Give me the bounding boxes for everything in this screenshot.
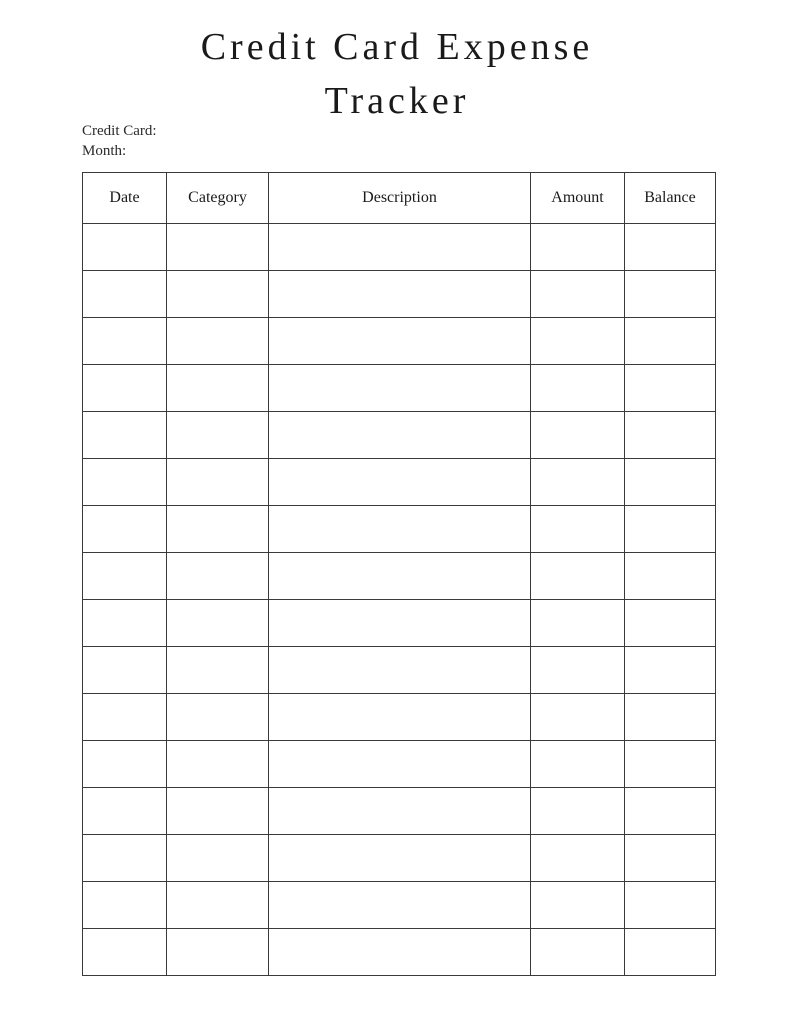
cell-description[interactable] xyxy=(269,788,531,835)
cell-description[interactable] xyxy=(269,835,531,882)
cell-balance[interactable] xyxy=(625,647,716,694)
cell-description[interactable] xyxy=(269,694,531,741)
table-header-row xyxy=(83,173,716,224)
cell-category[interactable] xyxy=(167,271,269,318)
cell-date[interactable] xyxy=(83,788,167,835)
column-header-date: Date xyxy=(83,173,167,224)
cell-balance[interactable] xyxy=(625,318,716,365)
table-row xyxy=(83,412,716,459)
cell-amount[interactable] xyxy=(531,365,625,412)
cell-description[interactable] xyxy=(269,271,531,318)
cell-description[interactable] xyxy=(269,929,531,976)
cell-balance[interactable] xyxy=(625,882,716,929)
cell-date[interactable] xyxy=(83,741,167,788)
cell-description[interactable] xyxy=(269,412,531,459)
cell-category[interactable] xyxy=(167,318,269,365)
cell-date[interactable] xyxy=(83,459,167,506)
cell-balance[interactable] xyxy=(625,506,716,553)
cell-date[interactable] xyxy=(83,835,167,882)
cell-category[interactable] xyxy=(167,459,269,506)
cell-category[interactable] xyxy=(167,553,269,600)
cell-date[interactable] xyxy=(83,694,167,741)
cell-date[interactable] xyxy=(83,929,167,976)
table-row xyxy=(83,600,716,647)
table-row xyxy=(83,459,716,506)
table-row xyxy=(83,318,716,365)
cell-amount[interactable] xyxy=(531,929,625,976)
column-header-description: Description xyxy=(269,173,531,224)
table-row xyxy=(83,741,716,788)
page-title-line-2: Tracker xyxy=(324,80,470,122)
cell-balance[interactable] xyxy=(625,224,716,271)
cell-amount[interactable] xyxy=(531,647,625,694)
column-header-balance: Balance xyxy=(625,173,716,224)
expense-table xyxy=(82,172,716,976)
page-title-line-1: Credit Card Expense xyxy=(200,26,594,68)
cell-balance[interactable] xyxy=(625,694,716,741)
cell-description[interactable] xyxy=(269,647,531,694)
table-row xyxy=(83,506,716,553)
table-body xyxy=(83,224,716,976)
cell-amount[interactable] xyxy=(531,788,625,835)
cell-description[interactable] xyxy=(269,459,531,506)
cell-description[interactable] xyxy=(269,224,531,271)
cell-amount[interactable] xyxy=(531,835,625,882)
cell-date[interactable] xyxy=(83,224,167,271)
cell-description[interactable] xyxy=(269,600,531,647)
cell-date[interactable] xyxy=(83,318,167,365)
month-label: Month: xyxy=(82,143,127,159)
cell-amount[interactable] xyxy=(531,412,625,459)
cell-category[interactable] xyxy=(167,882,269,929)
cell-amount[interactable] xyxy=(531,694,625,741)
cell-category[interactable] xyxy=(167,788,269,835)
cell-category[interactable] xyxy=(167,929,269,976)
table-row xyxy=(83,835,716,882)
table-row xyxy=(83,882,716,929)
cell-date[interactable] xyxy=(83,506,167,553)
cell-amount[interactable] xyxy=(531,553,625,600)
cell-amount[interactable] xyxy=(531,882,625,929)
cell-amount[interactable] xyxy=(531,506,625,553)
cell-balance[interactable] xyxy=(625,459,716,506)
cell-balance[interactable] xyxy=(625,835,716,882)
table-row xyxy=(83,553,716,600)
column-header-amount: Amount xyxy=(531,173,625,224)
cell-amount[interactable] xyxy=(531,224,625,271)
cell-amount[interactable] xyxy=(531,318,625,365)
cell-category[interactable] xyxy=(167,647,269,694)
cell-date[interactable] xyxy=(83,412,167,459)
cell-category[interactable] xyxy=(167,506,269,553)
cell-category[interactable] xyxy=(167,600,269,647)
cell-balance[interactable] xyxy=(625,412,716,459)
column-header-category: Category xyxy=(167,173,269,224)
table-row xyxy=(83,224,716,271)
cell-description[interactable] xyxy=(269,741,531,788)
cell-balance[interactable] xyxy=(625,788,716,835)
cell-date[interactable] xyxy=(83,647,167,694)
cell-balance[interactable] xyxy=(625,741,716,788)
table-row xyxy=(83,365,716,412)
cell-balance[interactable] xyxy=(625,271,716,318)
cell-amount[interactable] xyxy=(531,459,625,506)
cell-balance[interactable] xyxy=(625,365,716,412)
cell-date[interactable] xyxy=(83,365,167,412)
cell-category[interactable] xyxy=(167,835,269,882)
cell-date[interactable] xyxy=(83,271,167,318)
cell-balance[interactable] xyxy=(625,600,716,647)
cell-category[interactable] xyxy=(167,224,269,271)
table-row xyxy=(83,271,716,318)
cell-description[interactable] xyxy=(269,553,531,600)
table-row xyxy=(83,929,716,976)
cell-date[interactable] xyxy=(83,553,167,600)
cell-category[interactable] xyxy=(167,694,269,741)
cell-date[interactable] xyxy=(83,600,167,647)
table-row xyxy=(83,788,716,835)
cell-amount[interactable] xyxy=(531,271,625,318)
cell-amount[interactable] xyxy=(531,600,625,647)
cell-description[interactable] xyxy=(269,506,531,553)
cell-description[interactable] xyxy=(269,318,531,365)
credit-card-label: Credit Card: xyxy=(82,123,157,139)
cell-date[interactable] xyxy=(83,882,167,929)
cell-category[interactable] xyxy=(167,741,269,788)
cell-category[interactable] xyxy=(167,365,269,412)
cell-amount[interactable] xyxy=(531,741,625,788)
cell-balance[interactable] xyxy=(625,553,716,600)
table-row xyxy=(83,694,716,741)
cell-description[interactable] xyxy=(269,882,531,929)
table-row xyxy=(83,647,716,694)
cell-balance[interactable] xyxy=(625,929,716,976)
cell-description[interactable] xyxy=(269,365,531,412)
cell-category[interactable] xyxy=(167,412,269,459)
